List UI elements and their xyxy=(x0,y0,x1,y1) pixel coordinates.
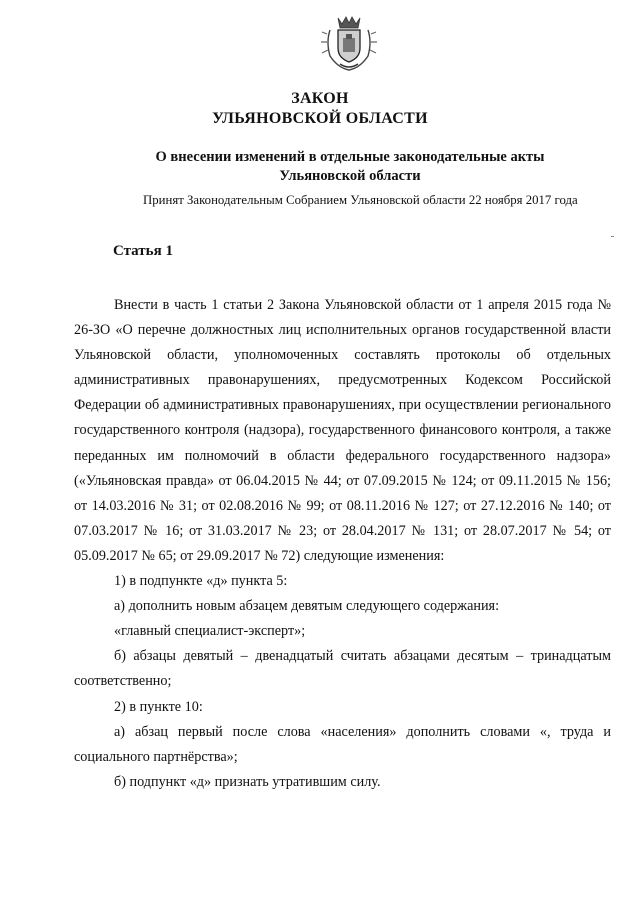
region-heading: УЛЬЯНОВСКОЙ ОБЛАСТИ xyxy=(212,110,428,127)
adoption-note: Принят Законодательным Собранием Ульяновской области 22 ноября 2017 года xyxy=(143,193,578,207)
paragraph-item-2: 2) в пункте 10: xyxy=(114,698,203,715)
scan-mark xyxy=(611,236,614,237)
paragraph-item-1: 1) в подпункте «д» пункта 5: xyxy=(114,573,288,590)
paragraph-item-2a: а) абзац первый после слова «населения» дополнить словами «, труда и социального партнёрства»; xyxy=(74,723,611,765)
article-body xyxy=(74,293,611,795)
article-heading: Статья 1 xyxy=(113,243,173,259)
paragraph-item-1a: а) дополнить новым абзацем девятым следующего содержания: xyxy=(114,598,500,615)
paragraph-item-2b: б) подпункт «д» признать утратившим силу. xyxy=(114,773,381,790)
coat-of-arms-emblem xyxy=(318,12,380,74)
subject-line-1: О внесении изменений в отдельные законодательные акты xyxy=(155,149,545,165)
paragraph-main: Внести в часть 1 статьи 2 Закона Ульяновской области от 1 апреля 2015 года № 26-ЗО «О перечне должностных лиц исполнительных органов государственной власти Ульяновской области, уполномоченных составлять протоколы об отдельных административных правонарушениях, предусмотренных Кодексом Российской Федерации об административных правонарушениях, при осуществлении регионального государственного контроля (надзора), государственного финансового контроля, а также переданных им полномочий в области федерального государственного надзора» («Ульяновская правда» от 06.04.2015 № 44; от 07.09.2015 № 124; от 09.11.2015 № 156; от 14.03.2016 № 31; от 02.08.2016 № 99; от 08.11.2016 № 127; от 27.12.2016 № 140; от 07.03.2017 № 16; от 31.03.2017 № 23; от 28.04.2017 № 131; от 28.07.2017 № 54; от 05.09.2017 № 65; от 29.09.2017 № 72) следующие изменения: xyxy=(74,297,611,564)
paragraph-item-1b: б) абзацы девятый – двенадцатый считать абзацами десятым – тринадцатым соответственно; xyxy=(74,648,611,690)
document-type-heading: ЗАКОН xyxy=(291,90,349,107)
paragraph-quote: «главный специалист-эксперт»; xyxy=(114,623,306,640)
subject-line-2: Ульяновской области xyxy=(279,168,421,184)
